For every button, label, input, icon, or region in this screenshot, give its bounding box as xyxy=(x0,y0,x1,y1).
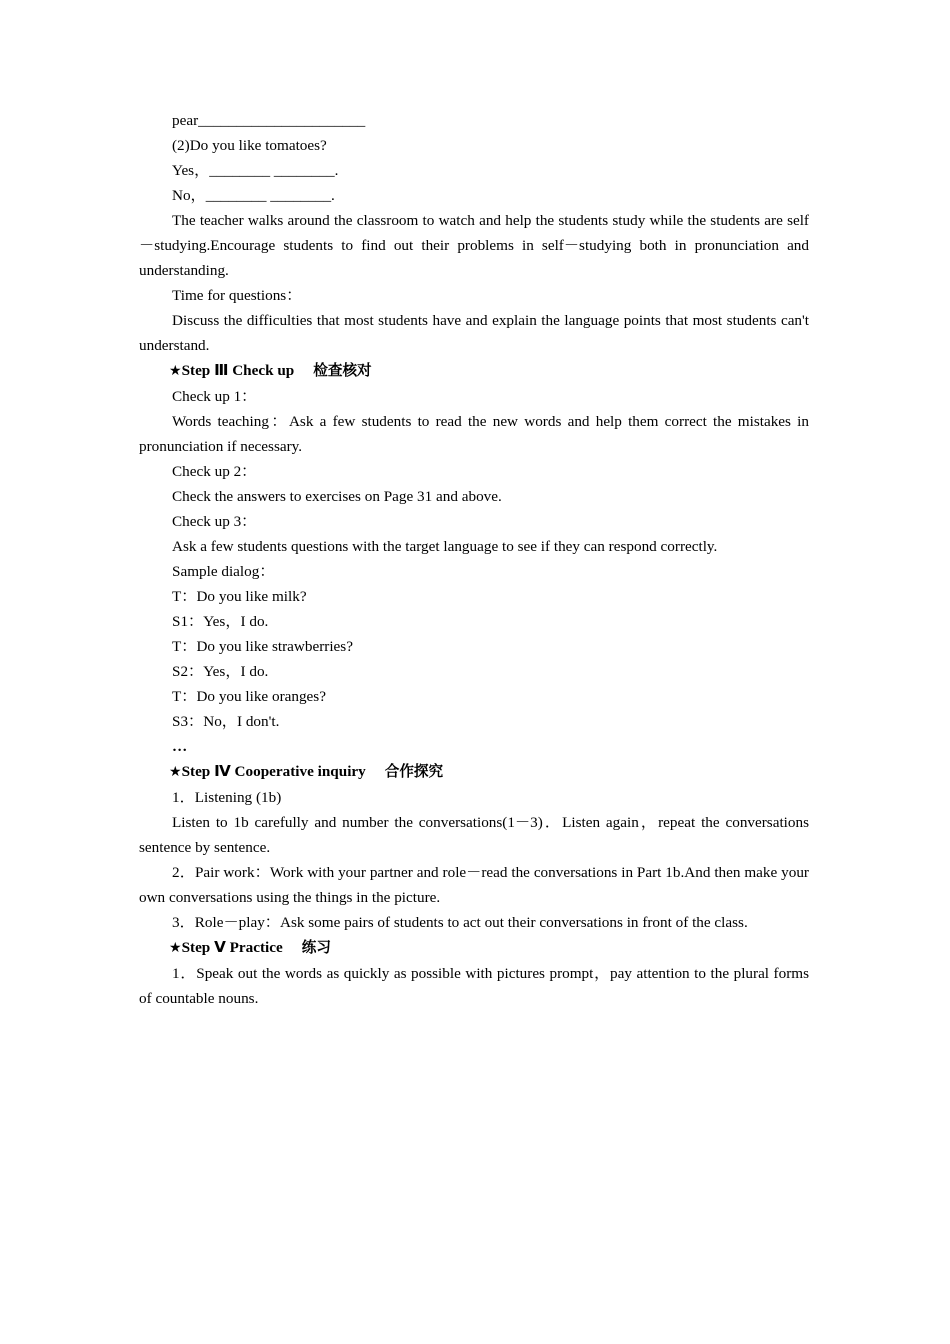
body-line: Time for questions： xyxy=(172,287,302,304)
section-heading xyxy=(139,935,809,961)
body-line: (2)Do you like tomatoes? xyxy=(172,137,327,154)
body-line: T：Do you like milk? xyxy=(172,588,307,605)
section-heading-title: Step xyxy=(181,939,215,956)
section-heading-numeral: Ⅴ xyxy=(214,938,226,956)
body-line: 3．Role－play：Ask some pairs of students to act out their conversations in front of the class. xyxy=(172,914,748,931)
body-paragraph: Discuss the difficulties that most students have and explain the language points that most students can't understand. xyxy=(139,312,813,354)
body-line: Check up 2： xyxy=(172,463,257,480)
body-line: 1．Listening (1b) xyxy=(172,789,282,806)
body-line: Check the answers to exercises on Page 31 and above. xyxy=(172,488,502,505)
body-paragraph: 2．Pair work：Work with your partner and role－read the conversations in Part 1b.And then make your own conversations using the things in the picture. xyxy=(139,864,813,906)
star-icon: ★ xyxy=(169,764,182,780)
section-heading xyxy=(139,759,809,785)
section-heading-numeral: Ⅳ xyxy=(214,762,231,780)
body-line: Sample dialog： xyxy=(172,563,275,580)
star-icon: ★ xyxy=(169,363,182,379)
body-line: T：Do you like strawberries? xyxy=(172,638,353,655)
body-line: S2：Yes，I do. xyxy=(172,663,269,680)
body-paragraph: 1．Speak out the words as quickly as possible with pictures prompt，pay attention to the plural forms of countable nouns. xyxy=(139,965,813,1007)
body-paragraph: The teacher walks around the classroom to watch and help the students study while the students are self－studying.Encourage students to find out their problems in self－studying both in pronunciation and understanding. xyxy=(139,212,813,279)
body-line: T：Do you like oranges? xyxy=(172,688,326,705)
star-icon: ★ xyxy=(169,940,182,956)
body-paragraph: Listen to 1b carefully and number the conversations(1－3)．Listen again，repeat the conversations sentence by sentence. xyxy=(139,814,813,856)
body-line: No，________ ________. xyxy=(172,187,335,204)
section-heading-chinese: 检查核对 xyxy=(313,362,372,379)
body-line: Check up 1： xyxy=(172,388,257,405)
body-line: Ask a few students questions with the target language to see if they can respond correctly. xyxy=(172,538,718,555)
body-line: S1：Yes，I do. xyxy=(172,613,269,630)
section-heading-chinese: 合作探究 xyxy=(384,763,444,780)
body-paragraph: Words teaching：Ask a few students to read the new words and help them correct the mistakes in pronunciation if necessary. xyxy=(139,413,813,455)
section-heading-label: Practice xyxy=(225,939,302,956)
body-line: Yes，________ ________. xyxy=(172,162,339,179)
section-heading-numeral: Ⅲ xyxy=(214,361,229,379)
document-body xyxy=(139,108,813,1011)
body-line: Check up 3： xyxy=(172,513,257,530)
body-line: pear______________________ xyxy=(172,112,366,129)
section-heading xyxy=(139,358,809,384)
section-heading-title: Step xyxy=(181,362,215,379)
section-heading-title: Step xyxy=(181,763,215,780)
ellipsis-line: … xyxy=(172,738,189,755)
body-line: S3：No，I don't. xyxy=(172,713,280,730)
section-heading-label: Check up xyxy=(228,362,314,379)
section-heading-chinese: 练习 xyxy=(301,939,331,956)
section-heading-label: Cooperative inquiry xyxy=(230,763,385,780)
